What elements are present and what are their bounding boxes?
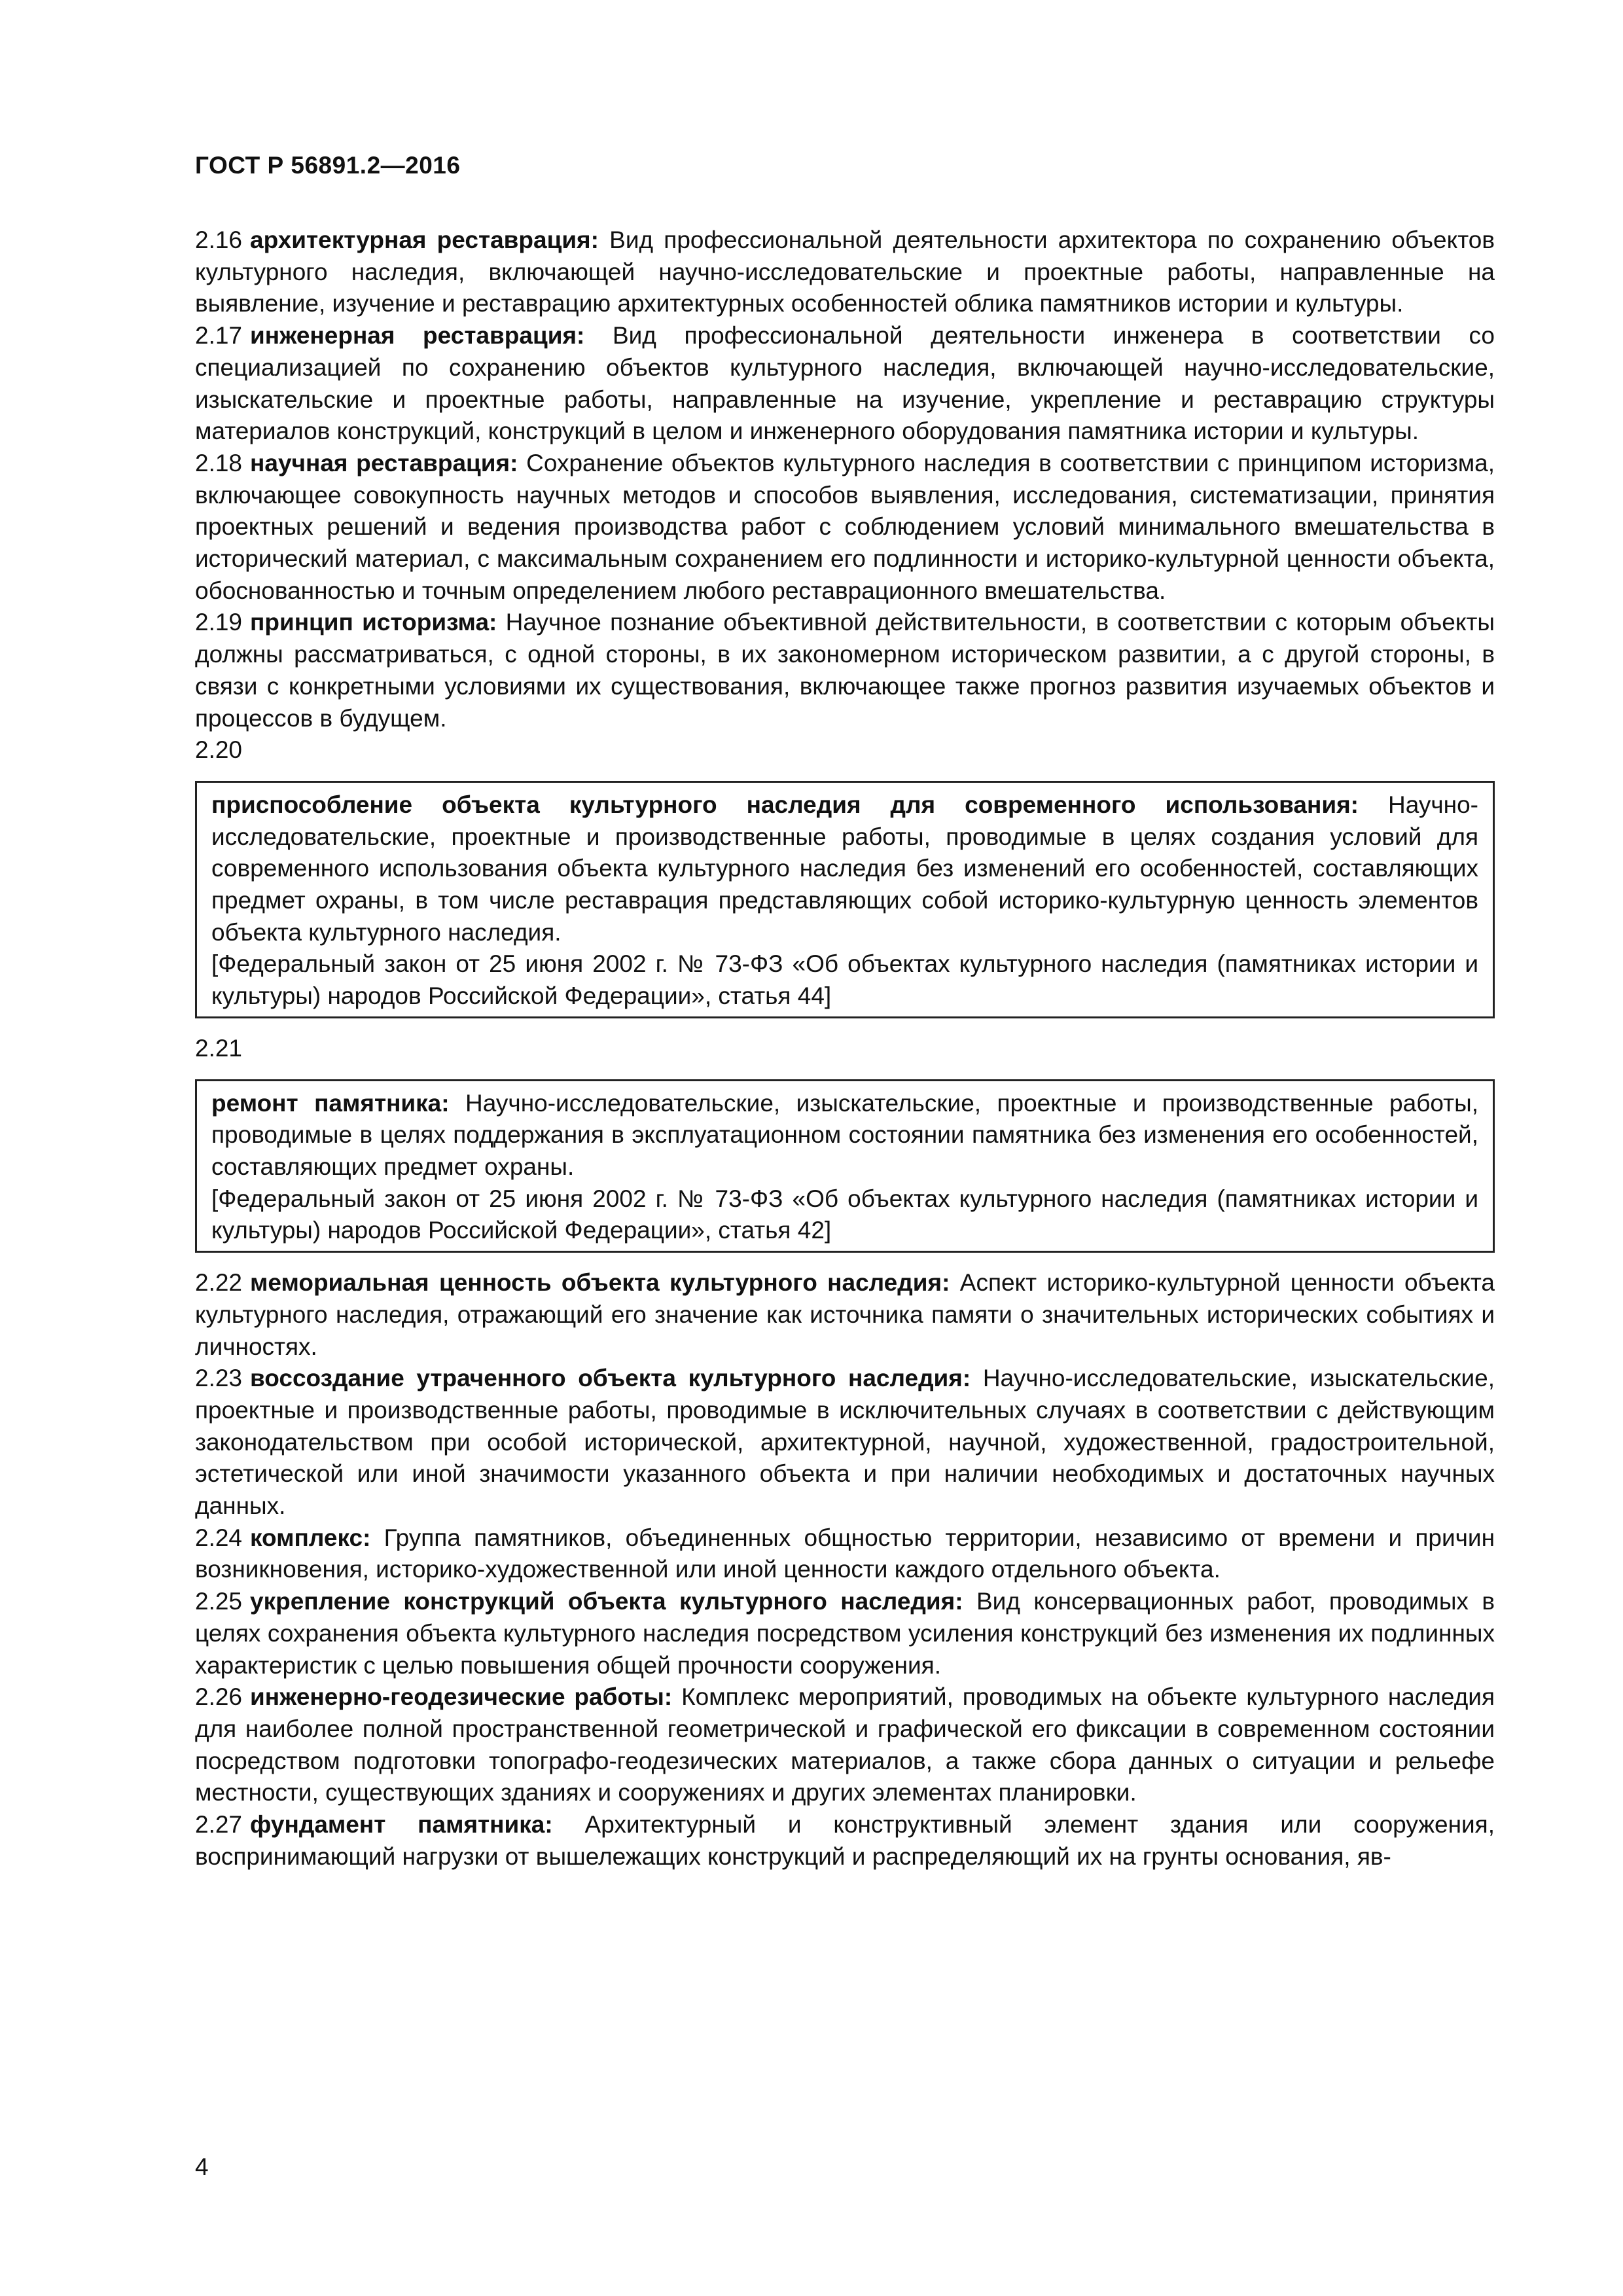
entry-number: 2.26 xyxy=(195,1683,243,1711)
entry-definition: Архитектурный и конструктивный элемент здания или сооружения, воспринимающий нагрузки от вышележащих конструкций и распределяющий их на грунты основания, яв- xyxy=(195,1811,1495,1870)
boxed-definition-text xyxy=(211,1088,1478,1183)
entry-term: приспособление объекта культурного наследия для современного использования: xyxy=(211,791,1359,818)
entry-definition: Сохранение объектов культурного наследия в соответствии с принципом историзма, включающее совокупность научных методов и способов выявления, исследования, систематизации, принятия проектных решений и ведения производства работ с соблюдением условий минимального вмешательства в исторический материал, с максимальным сохранением его подлинности и историко-культурной ценности объекта, обоснованностью и точным определением любого реставрационного вмешательства. xyxy=(195,449,1495,604)
boxed-definition-2-20 xyxy=(195,781,1495,1018)
entry-term: инженерная реставрация: xyxy=(250,322,585,350)
entry-number: 2.19 xyxy=(195,609,243,636)
entry-number: 2.22 xyxy=(195,1269,243,1297)
entry-term: фундамент памятника: xyxy=(250,1811,553,1839)
boxed-definition-text xyxy=(211,789,1478,949)
entry-number: 2.23 xyxy=(195,1365,243,1392)
definition-entry xyxy=(195,1681,1495,1809)
entry-definition: Научно-исследовательские, проектные и производственные работы, проводимые в целях создания условий для современного использования объекта культурного наследия без изменений его особенностей, составляющих предмет охраны, в том числе реставрация представляющих собой историко-культурную ценность элементов объекта культурного наследия. xyxy=(211,791,1479,946)
legal-source-reference: [Федеральный закон от 25 июня 2002 г. № 73-ФЗ «Об объектах культурного наследия (памятниках истории и культуры) народов Российской Федерации», статья 42] xyxy=(211,1185,1478,1244)
definition-entry xyxy=(195,224,1495,320)
entry-definition: Комплекс мероприятий, проводимых на объекте культурного наследия для наиболее полной пространственной геометрической и графической его фиксации в современном состоянии посредством подготовки топографо-геодезических материалов, а также сбора данных о ситуации и рельефе местности, существующих зданиях и сооружениях и других элементах планировки. xyxy=(195,1683,1495,1806)
entry-definition: Научно-исследовательские, изыскательские, проектные и производственные работы, проводимые в исключительных случаях в соответствии с действующим законодательством при особой исторической, архитектурной, научной, художественной, градостроительной, эстетической или иной значимости указанного объекта и при наличии необходимых и достаточных научных данных. xyxy=(195,1365,1495,1520)
entry-definition: Вид профессиональной деятельности архитектора по сохранению объектов культурного наследия, включающей научно-исследовательские и проектные работы, направленные на выявление, изучение и реставрацию архитектурных особенностей облика памятников истории и культуры. xyxy=(195,226,1495,317)
boxed-definition-2-21 xyxy=(195,1079,1495,1253)
entry-number: 2.17 xyxy=(195,322,243,350)
entry-term: укрепление конструкций объекта культурного наследия: xyxy=(250,1588,963,1615)
legal-source-reference: [Федеральный закон от 25 июня 2002 г. № 73-ФЗ «Об объектах культурного наследия (памятниках истории и культуры) народов Российской Федерации», статья 44] xyxy=(211,950,1478,1010)
entry-number: 2.20 xyxy=(195,736,243,764)
entry-definition: Научно-исследовательские, изыскательские, проектные и производственные работы, проводимые в целях поддержания в эксплуатационном состоянии памятника без изменения его особенностей, составляющих предмет охраны. xyxy=(211,1089,1478,1180)
entry-number: 2.18 xyxy=(195,449,243,476)
entry-number: 2.21 xyxy=(195,1034,243,1062)
definition-entry xyxy=(195,448,1495,607)
entry-term: комплекс: xyxy=(250,1524,371,1551)
document-code-header: ГОСТ Р 56891.2—2016 xyxy=(195,152,461,179)
entry-definition: Аспект историко-культурной ценности объекта культурного наследия, отражающий его значение как источника памяти о значительных исторических событиях и личностях. xyxy=(195,1269,1495,1360)
entry-definition: Вид консервационных работ, проводимых в целях сохранения объекта культурного наследия посредством усиления конструкций без изменения их подлинных характеристик с целью повышения общей прочности сооружения. xyxy=(195,1588,1495,1679)
page-number: 4 xyxy=(195,2153,209,2180)
entry-number: 2.24 xyxy=(195,1524,243,1551)
entry-number: 2.27 xyxy=(195,1811,243,1839)
entry-term: инженерно-геодезические работы: xyxy=(250,1683,673,1711)
entry-term: научная реставрация: xyxy=(250,449,518,476)
entry-definition: Научное познание объективной действительности, в соответствии с которым объекты должны рассматриваться, с одной стороны, в их закономерном историческом развитии, а с другой стороны, в связи с конкретными условиями их существования, включающее также прогноз развития изучаемых объектов и процессов в будущем. xyxy=(195,609,1495,732)
definition-entry xyxy=(195,1363,1495,1522)
entry-term: воссоздание утраченного объекта культурного наследия: xyxy=(250,1365,971,1392)
definition-entry xyxy=(195,320,1495,448)
entry-term: ремонт памятника: xyxy=(211,1089,450,1117)
entry-number: 2.25 xyxy=(195,1588,243,1615)
entry-term: мемориальная ценность объекта культурного наследия: xyxy=(250,1269,950,1297)
entry-definition: Группа памятников, объединенных общностью территории, независимо от времени и причин возникновения, историко-художественной или иной ценности каждого отдельного объекта. xyxy=(195,1524,1495,1583)
entry-definition: Вид профессиональной деятельности инженера в соответствии со специализацией по сохранению объектов культурного наследия, включающей научно-исследовательские, изыскательские и проектные работы, направленные на изучение, укрепление и реставрацию структуры материалов конструкций, конструкций в целом и инженерного оборудования памятника истории и культуры. xyxy=(195,322,1495,445)
definition-entry xyxy=(195,1267,1495,1363)
entry-term: архитектурная реставрация: xyxy=(250,226,599,253)
entry-term: принцип историзма: xyxy=(250,609,497,636)
definition-entry xyxy=(195,1522,1495,1586)
entry-number: 2.16 xyxy=(195,226,243,253)
definition-entry xyxy=(195,1809,1495,1873)
page-content xyxy=(195,224,1495,1873)
definition-entry xyxy=(195,1586,1495,1681)
definition-entry xyxy=(195,607,1495,734)
